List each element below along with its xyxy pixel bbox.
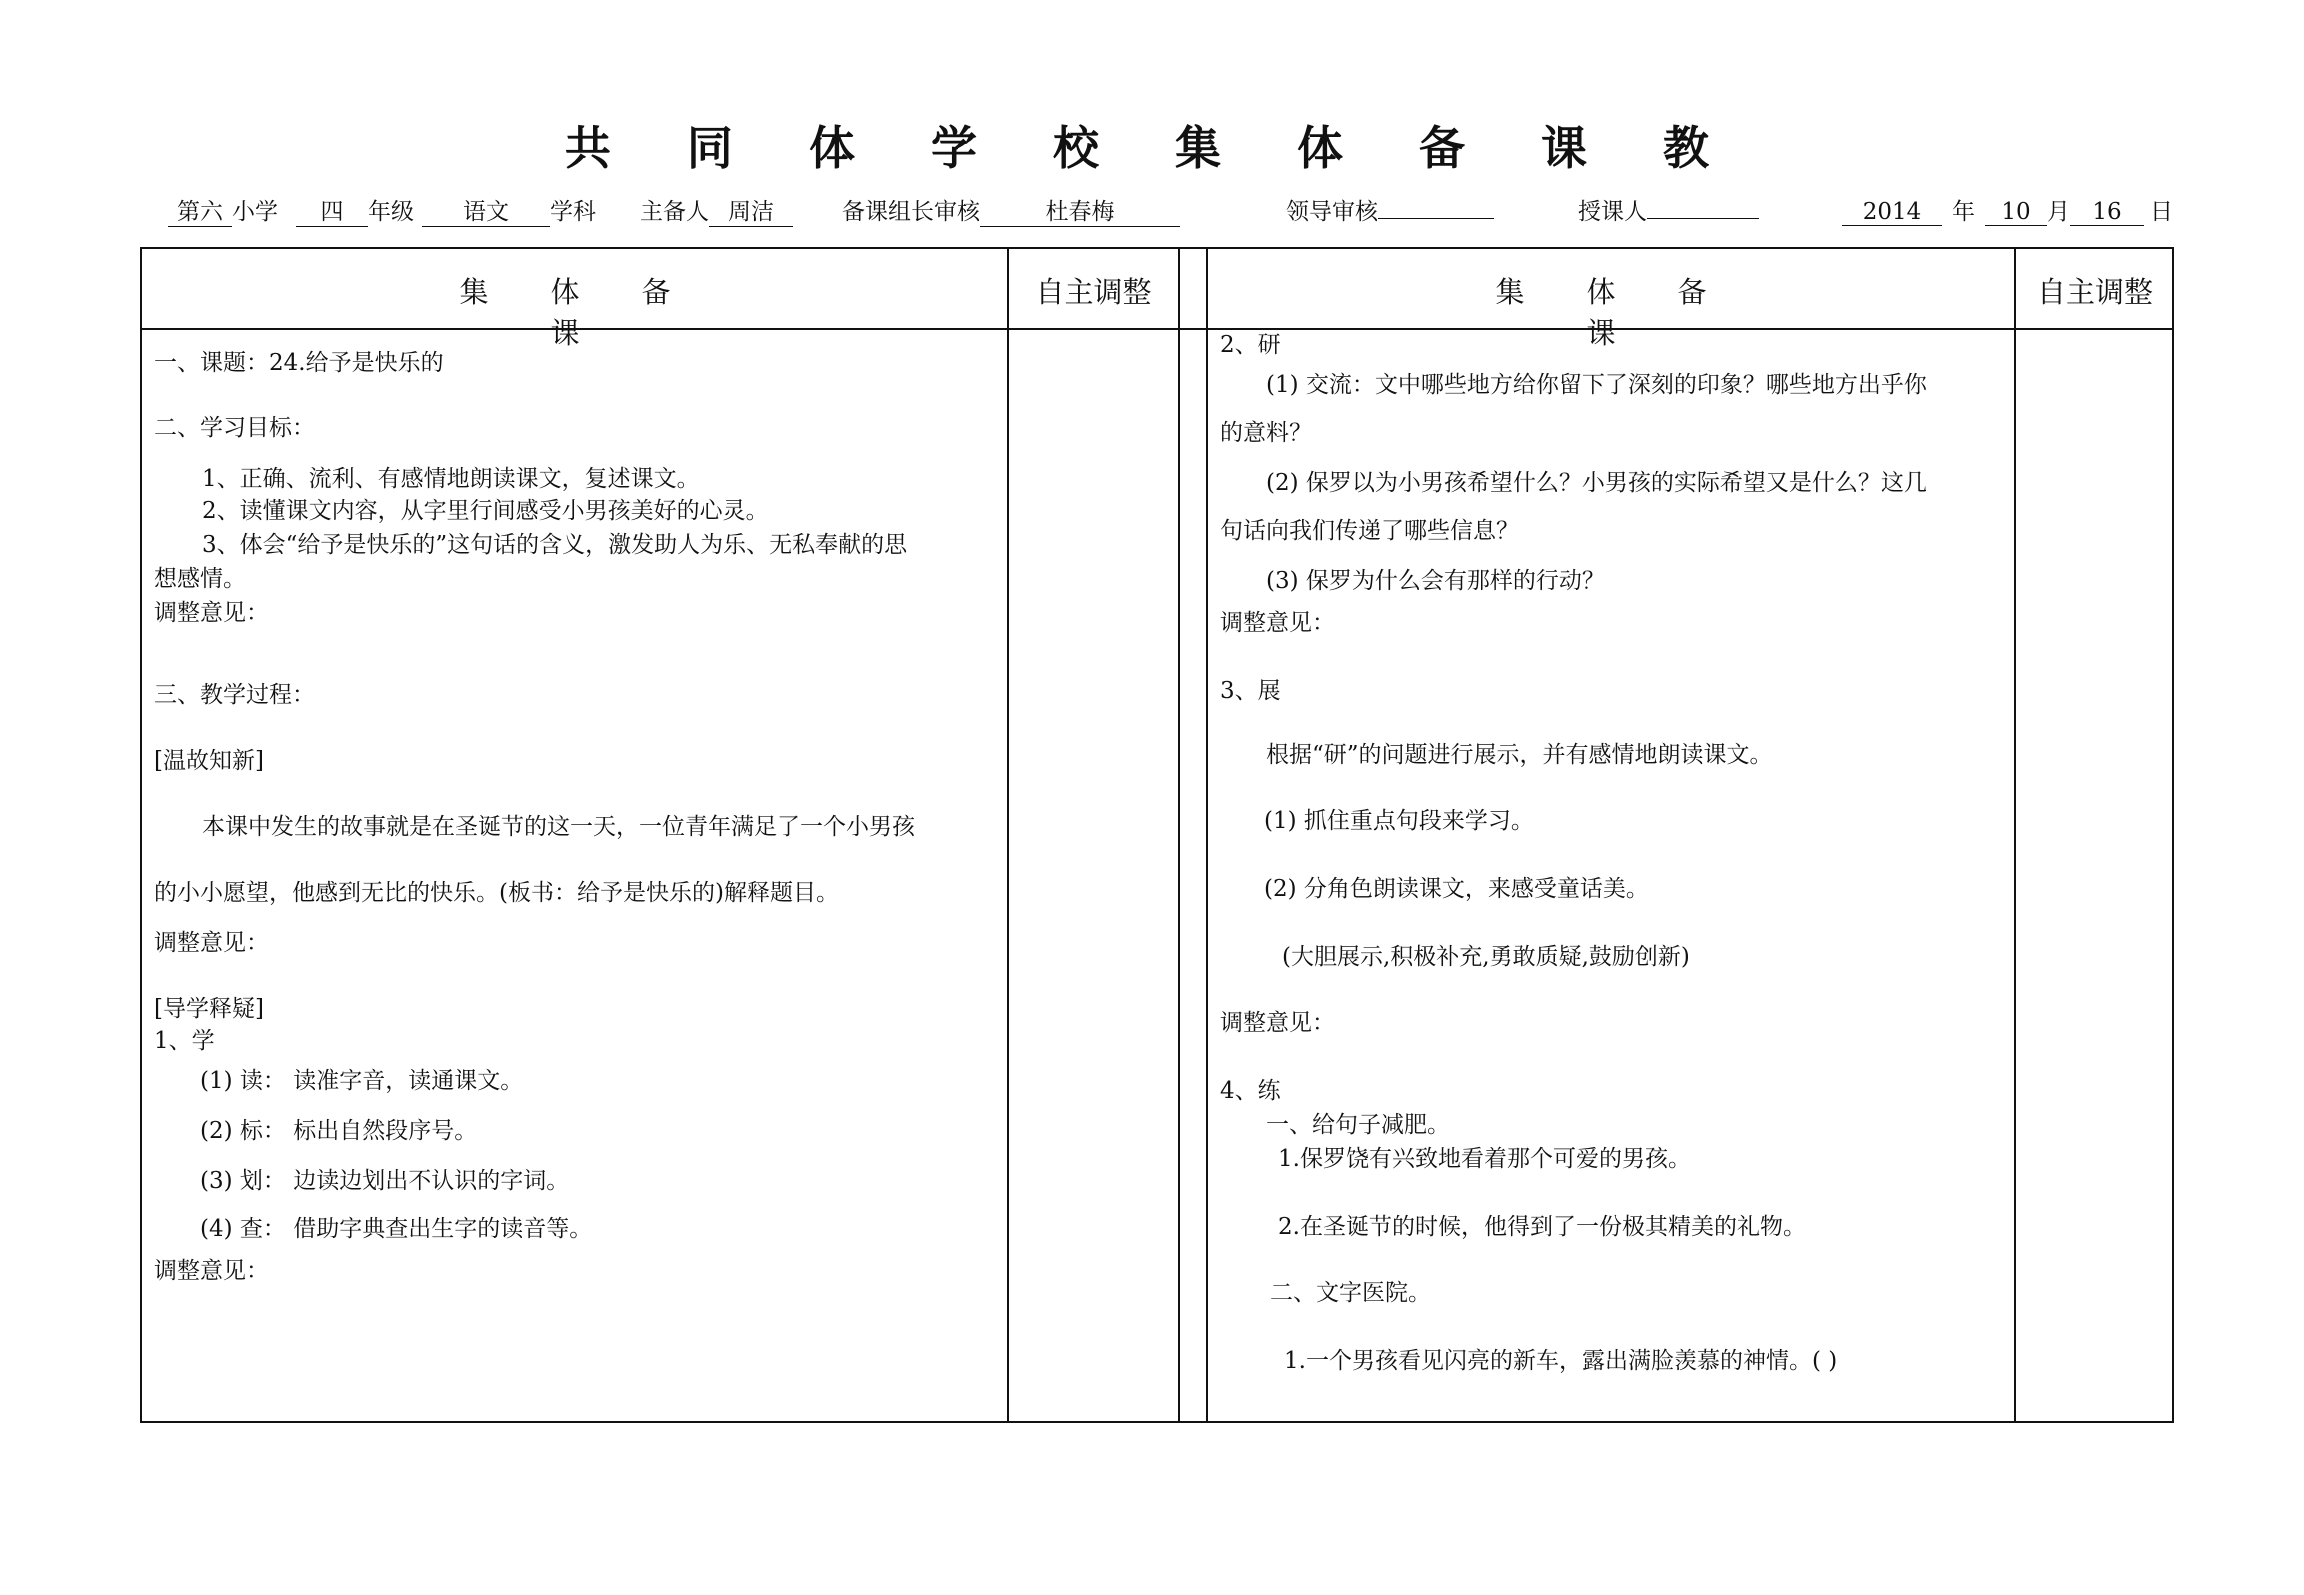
- col-divider-1: [1007, 247, 1009, 1423]
- grade-field: [296, 193, 414, 227]
- section-review: [温故知新]: [154, 748, 264, 774]
- group-leader-field: [842, 193, 1180, 227]
- lesson-topic: 一、课题：24.给予是快乐的: [154, 350, 444, 376]
- year-label: 年: [1952, 199, 1975, 225]
- preparer-label: 主备人: [640, 199, 709, 225]
- section-guide: [导学释疑]: [154, 996, 264, 1022]
- school-label: 小学: [232, 199, 278, 225]
- show-item-2: (2) 分角色朗读课文，来感受童话美。: [1264, 876, 1649, 902]
- teacher-value: [1647, 218, 1759, 219]
- step-learn: 1、学: [154, 1028, 215, 1054]
- process-heading: 三、教学过程：: [154, 682, 315, 708]
- page-title: 共 同 体 学 校 集 体 备 课 教: [564, 121, 1740, 175]
- practice-sentence-3: 1.一个男孩看见闪亮的新车，露出满脸羡慕的神情。( ): [1284, 1348, 1838, 1374]
- header-collective-left: 集体备课: [459, 275, 733, 350]
- teacher-field: [1578, 193, 1759, 226]
- learn-item-1: (1) 读： 读准字音，读通课文。: [200, 1068, 524, 1094]
- adjust-note: 调整意见：: [1220, 1010, 1335, 1036]
- school-field: [168, 193, 278, 227]
- leader-review-value: [1378, 218, 1494, 219]
- month-value: 10: [1985, 199, 2047, 226]
- research-q2: (2) 保罗以为小男孩希望什么？小男孩的实际希望又是什么？这几: [1266, 470, 1927, 496]
- header-adjust-right: 自主调整: [2036, 275, 2153, 309]
- header-collective-right: 集体备课: [1495, 275, 1769, 350]
- step-research: 2、研: [1220, 332, 1281, 358]
- objective-3-cont: 想感情。: [154, 566, 246, 592]
- objective-1: 1、正确、流利、有感情地朗读课文，复述课文。: [202, 466, 700, 492]
- adjust-note: 调整意见：: [154, 930, 269, 956]
- day-label: 日: [2150, 199, 2173, 225]
- step-practice: 4、练: [1220, 1078, 1281, 1104]
- learn-item-4: (4) 查： 借助字典查出生字的读音等。: [200, 1216, 593, 1242]
- practice-sentence-2: 2.在圣诞节的时候，他得到了一份极其精美的礼物。: [1278, 1214, 1806, 1240]
- objectives-heading: 二、学习目标：: [154, 415, 315, 441]
- subject-value: 语文: [422, 193, 550, 227]
- date-field: [1842, 193, 2173, 226]
- show-text: 根据“研”的问题进行展示，并有感情地朗读课文。: [1266, 742, 1773, 768]
- review-text-2: 的小小愿望，他感到无比的快乐。(板书：给予是快乐的)解释题目。: [154, 880, 839, 906]
- research-q3: (3) 保罗为什么会有那样的行动？: [1266, 568, 1605, 594]
- adjust-note: 调整意见：: [1220, 610, 1335, 636]
- research-q1: (1) 交流：文中哪些地方给你留下了深刻的印象？哪些地方出乎你: [1266, 372, 1927, 398]
- leader-review-label: 领导审核: [1286, 199, 1378, 225]
- review-text-1: 本课中发生的故事就是在圣诞节的这一天，一位青年满足了一个小男孩: [202, 814, 915, 840]
- step-show: 3、展: [1220, 678, 1281, 704]
- month-label: 月: [2047, 199, 2070, 225]
- teacher-label: 授课人: [1578, 199, 1647, 225]
- col-divider-2: [1178, 247, 1180, 1423]
- adjust-note: 调整意见：: [154, 600, 269, 626]
- group-leader-label: 备课组长审核: [842, 199, 980, 225]
- grade-value: 四: [296, 193, 368, 227]
- research-q1-cont: 的意料？: [1220, 420, 1312, 446]
- learn-item-2: (2) 标： 标出自然段序号。: [200, 1118, 478, 1144]
- learn-item-3: (3) 划： 边读边划出不认识的字词。: [200, 1168, 570, 1194]
- objective-3: 3、体会“给予是快乐的”这句话的含义，激发助人为乐、无私奉献的思: [202, 532, 908, 558]
- practice-sentence-1: 1.保罗饶有兴致地看着那个可爱的男孩。: [1278, 1146, 1691, 1172]
- objective-2: 2、读懂课文内容，从字里行间感受小男孩美好的心灵。: [202, 498, 769, 524]
- col-divider-3: [1206, 247, 1208, 1423]
- col-divider-4: [2014, 247, 2016, 1423]
- practice-part-1: 一、给句子减肥。: [1266, 1112, 1450, 1138]
- subject-label: 学科: [550, 199, 596, 225]
- research-q2-cont: 句话向我们传递了哪些信息？: [1220, 518, 1519, 544]
- grade-label: 年级: [368, 199, 414, 225]
- year-value: 2014: [1842, 199, 1942, 226]
- school-value: 第六: [168, 193, 232, 227]
- day-value: 16: [2070, 199, 2144, 226]
- group-leader-value: 杜春梅: [980, 193, 1180, 227]
- adjust-note: 调整意见：: [154, 1258, 269, 1284]
- show-item-1: (1) 抓住重点句段来学习。: [1264, 808, 1534, 834]
- leader-review-field: [1286, 193, 1494, 226]
- practice-part-2: 二、文字医院。: [1270, 1280, 1431, 1306]
- preparer-field: [640, 193, 793, 227]
- header-adjust-left: 自主调整: [1035, 275, 1152, 309]
- preparer-value: 周洁: [709, 193, 793, 227]
- subject-field: [422, 193, 596, 227]
- show-note: (大胆展示,积极补充,勇敢质疑,鼓励创新): [1282, 944, 1690, 970]
